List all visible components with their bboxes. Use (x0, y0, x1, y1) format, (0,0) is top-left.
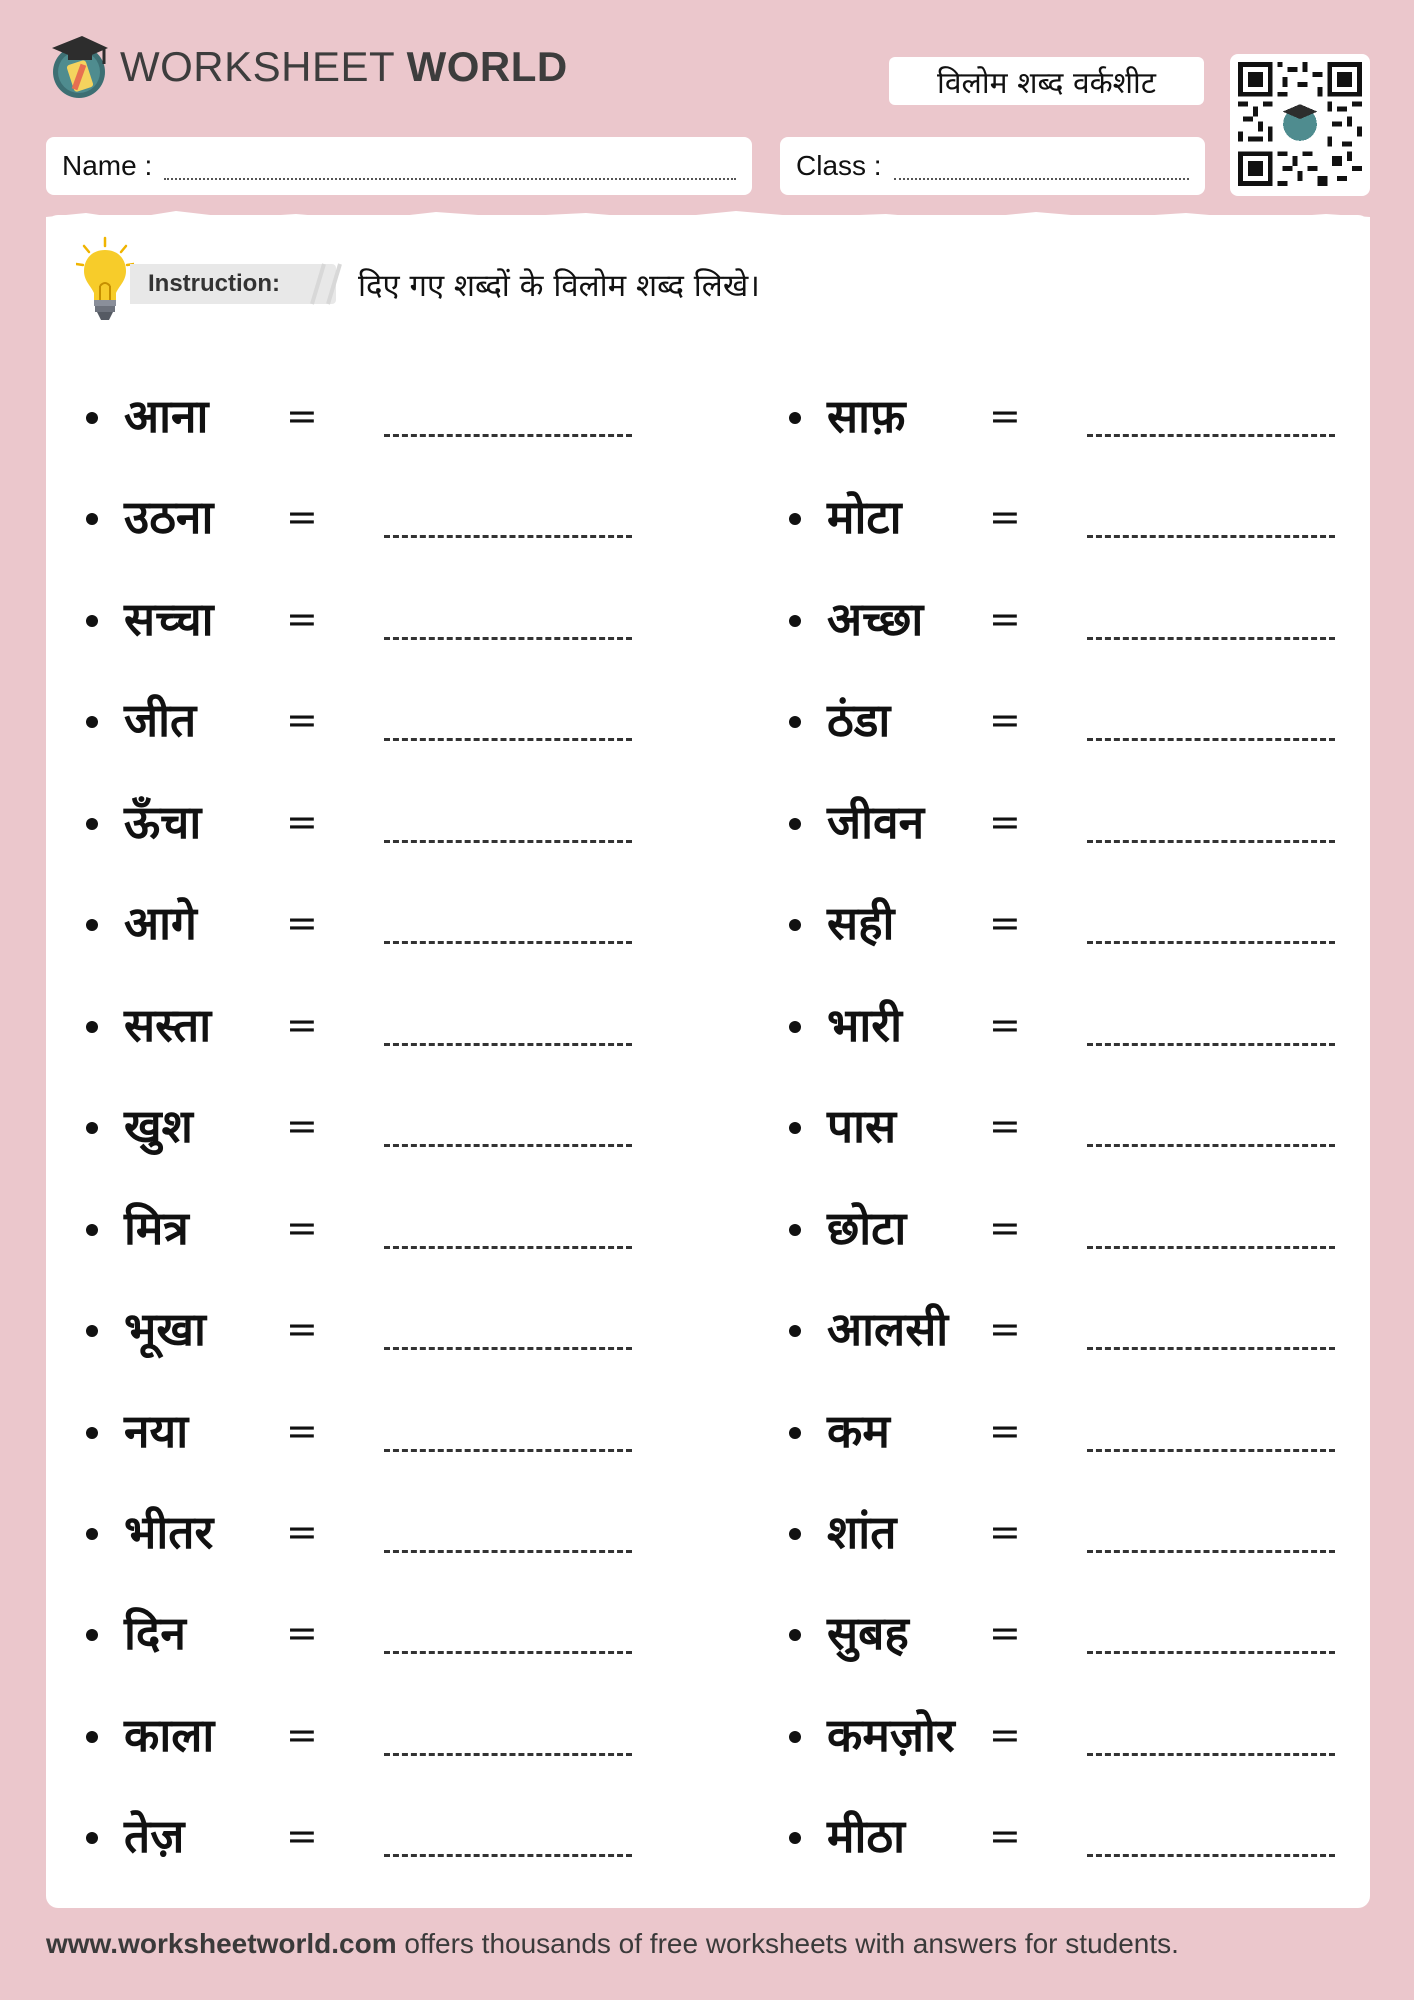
bullet (86, 1021, 98, 1033)
bullet (86, 1224, 98, 1236)
bullet (86, 513, 98, 525)
word-row (789, 995, 1349, 1055)
word-row (86, 995, 646, 1055)
word: कम (827, 1404, 890, 1458)
equals-sign: = (286, 597, 318, 641)
bullet (789, 1528, 801, 1540)
word-row (86, 893, 646, 953)
answer-line[interactable] (1087, 1550, 1335, 1553)
word-row (86, 690, 646, 750)
word-row (789, 1198, 1349, 1258)
answer-line[interactable] (1087, 941, 1335, 944)
worksheet-title: विलोम शब्द वर्कशीट (889, 57, 1204, 105)
answer-line[interactable] (1087, 1043, 1335, 1046)
answer-line[interactable] (384, 637, 632, 640)
class-input-line[interactable] (894, 152, 1189, 180)
word-row (86, 1096, 646, 1156)
equals-sign: = (989, 1206, 1021, 1250)
name-label: Name : (62, 150, 153, 181)
answer-line[interactable] (1087, 1449, 1335, 1452)
bullet (789, 1021, 801, 1033)
word: काला (124, 1708, 215, 1762)
equals-sign: = (286, 1510, 318, 1554)
word-row (789, 1401, 1349, 1461)
word-row (86, 1198, 646, 1258)
word-row (86, 1401, 646, 1461)
equals-sign: = (989, 800, 1021, 844)
answer-line[interactable] (384, 840, 632, 843)
bullet (86, 615, 98, 627)
equals-sign: = (286, 901, 318, 945)
answer-line[interactable] (1087, 1246, 1335, 1249)
answer-line[interactable] (1087, 1347, 1335, 1350)
equals-sign: = (989, 1104, 1021, 1148)
word: शांत (827, 1505, 897, 1559)
answer-line[interactable] (1087, 637, 1335, 640)
word-row (789, 487, 1349, 547)
bullet (789, 412, 801, 424)
word: मीठा (827, 1809, 906, 1863)
word: दिन (124, 1606, 186, 1660)
equals-sign: = (286, 1611, 318, 1655)
equals-sign: = (286, 394, 318, 438)
word: ठंडा (827, 693, 891, 747)
footer-text (46, 1928, 1179, 1960)
word-row (789, 1806, 1349, 1866)
word: आगे (124, 896, 197, 950)
instruction-label: Instruction: (130, 264, 336, 304)
word-row (86, 487, 646, 547)
brand-name: WORKSHEET WORLD (120, 43, 568, 90)
equals-sign: = (989, 1713, 1021, 1757)
word: मोटा (827, 490, 902, 544)
answer-line[interactable] (1087, 840, 1335, 843)
qr-code-icon (1238, 62, 1362, 186)
word: साफ़ (827, 389, 906, 443)
answer-line[interactable] (384, 434, 632, 437)
torn-edge (46, 205, 1370, 229)
bullet (789, 1325, 801, 1337)
bullet (86, 716, 98, 728)
word: छोटा (827, 1201, 907, 1255)
word-row (789, 792, 1349, 852)
slash-divider (310, 262, 344, 306)
equals-sign: = (286, 800, 318, 844)
footer-site-link[interactable]: www.worksheetworld.com (46, 1928, 397, 1959)
bullet (86, 1629, 98, 1641)
bullet (789, 1731, 801, 1743)
word-row (86, 1299, 646, 1359)
bullet (789, 1122, 801, 1134)
answer-line[interactable] (384, 1651, 632, 1654)
bullet (86, 919, 98, 931)
word: उठना (124, 490, 214, 544)
word: सच्चा (124, 592, 214, 646)
answer-line[interactable] (384, 1144, 632, 1147)
answer-line[interactable] (1087, 1651, 1335, 1654)
equals-sign: = (286, 495, 318, 539)
equals-sign: = (989, 1003, 1021, 1047)
equals-sign: = (286, 1409, 318, 1453)
word: जीत (124, 693, 197, 747)
answer-line[interactable] (384, 1753, 632, 1756)
equals-sign: = (286, 1713, 318, 1757)
word-row (86, 1705, 646, 1765)
class-field[interactable] (780, 137, 1205, 195)
equals-sign: = (286, 1003, 318, 1047)
word: भूखा (124, 1302, 206, 1356)
answer-line[interactable] (1087, 738, 1335, 741)
equals-sign: = (286, 1814, 318, 1858)
equals-sign: = (989, 1307, 1021, 1351)
word: पास (827, 1099, 897, 1153)
name-input-line[interactable] (164, 152, 736, 180)
word-row (789, 386, 1349, 446)
word-row (86, 1502, 646, 1562)
word: सस्ता (124, 998, 212, 1052)
class-label: Class : (796, 150, 882, 181)
equals-sign: = (989, 901, 1021, 945)
word: भारी (827, 998, 902, 1052)
name-field[interactable] (46, 137, 752, 195)
equals-sign: = (286, 1307, 318, 1351)
bullet (789, 615, 801, 627)
bullet (86, 412, 98, 424)
word-row (86, 792, 646, 852)
lightbulb-icon (76, 236, 134, 328)
equals-sign: = (286, 1206, 318, 1250)
bullet (86, 1427, 98, 1439)
word-row (86, 1806, 646, 1866)
equals-sign: = (286, 1104, 318, 1148)
answer-line[interactable] (1087, 1753, 1335, 1756)
bullet (789, 919, 801, 931)
word: खुश (124, 1099, 193, 1153)
answer-line[interactable] (1087, 1144, 1335, 1147)
bullet (789, 1224, 801, 1236)
bullet (789, 716, 801, 728)
word: अच्छा (827, 592, 924, 646)
answer-line[interactable] (384, 535, 632, 538)
answer-line[interactable] (1087, 434, 1335, 437)
answer-line[interactable] (384, 1246, 632, 1249)
word: कमज़ोर (827, 1708, 955, 1762)
word-row (789, 690, 1349, 750)
word: भीतर (124, 1505, 214, 1559)
bullet (86, 1832, 98, 1844)
bullet (789, 1427, 801, 1439)
answer-line[interactable] (1087, 1854, 1335, 1857)
word: सही (827, 896, 895, 950)
word: तेज़ (124, 1809, 185, 1863)
instruction-text: दिए गए शब्दों के विलोम शब्द लिखे। (358, 268, 760, 304)
bullet (86, 1122, 98, 1134)
word: जीवन (827, 795, 925, 849)
bullet (86, 1325, 98, 1337)
answer-line[interactable] (384, 1347, 632, 1350)
answer-line[interactable] (384, 1550, 632, 1553)
qr-code (1230, 54, 1370, 196)
bullet (86, 818, 98, 830)
word: सुबह (827, 1606, 909, 1660)
equals-sign: = (989, 394, 1021, 438)
word-row (789, 1299, 1349, 1359)
word-row (789, 893, 1349, 953)
bullet (789, 513, 801, 525)
bullet (789, 818, 801, 830)
equals-sign: = (989, 1611, 1021, 1655)
equals-sign: = (989, 1510, 1021, 1554)
word-row (789, 589, 1349, 649)
answer-line[interactable] (384, 1043, 632, 1046)
equals-sign: = (989, 1814, 1021, 1858)
answer-line[interactable] (1087, 535, 1335, 538)
equals-sign: = (989, 698, 1021, 742)
word-row (789, 1502, 1349, 1562)
word: आना (124, 389, 209, 443)
answer-line[interactable] (384, 1449, 632, 1452)
word-row (789, 1096, 1349, 1156)
bullet (86, 1731, 98, 1743)
equals-sign: = (989, 1409, 1021, 1453)
bullet (789, 1629, 801, 1641)
word: नया (124, 1404, 189, 1458)
bullet (86, 1528, 98, 1540)
equals-sign: = (989, 597, 1021, 641)
answer-line[interactable] (384, 738, 632, 741)
answer-line[interactable] (384, 941, 632, 944)
logo-icon (46, 32, 112, 102)
word-row (86, 1603, 646, 1663)
word-row (789, 1603, 1349, 1663)
brand-logo (46, 32, 568, 102)
answer-line[interactable] (384, 1854, 632, 1857)
equals-sign: = (286, 698, 318, 742)
word-row (86, 589, 646, 649)
word: ऊँचा (124, 795, 202, 849)
bullet (789, 1832, 801, 1844)
word-row (789, 1705, 1349, 1765)
equals-sign: = (989, 495, 1021, 539)
word: मित्र (124, 1201, 189, 1255)
word-row (86, 386, 646, 446)
word: आलसी (827, 1302, 949, 1356)
footer-tagline: offers thousands of free worksheets with answers for students. (396, 1928, 1179, 1959)
